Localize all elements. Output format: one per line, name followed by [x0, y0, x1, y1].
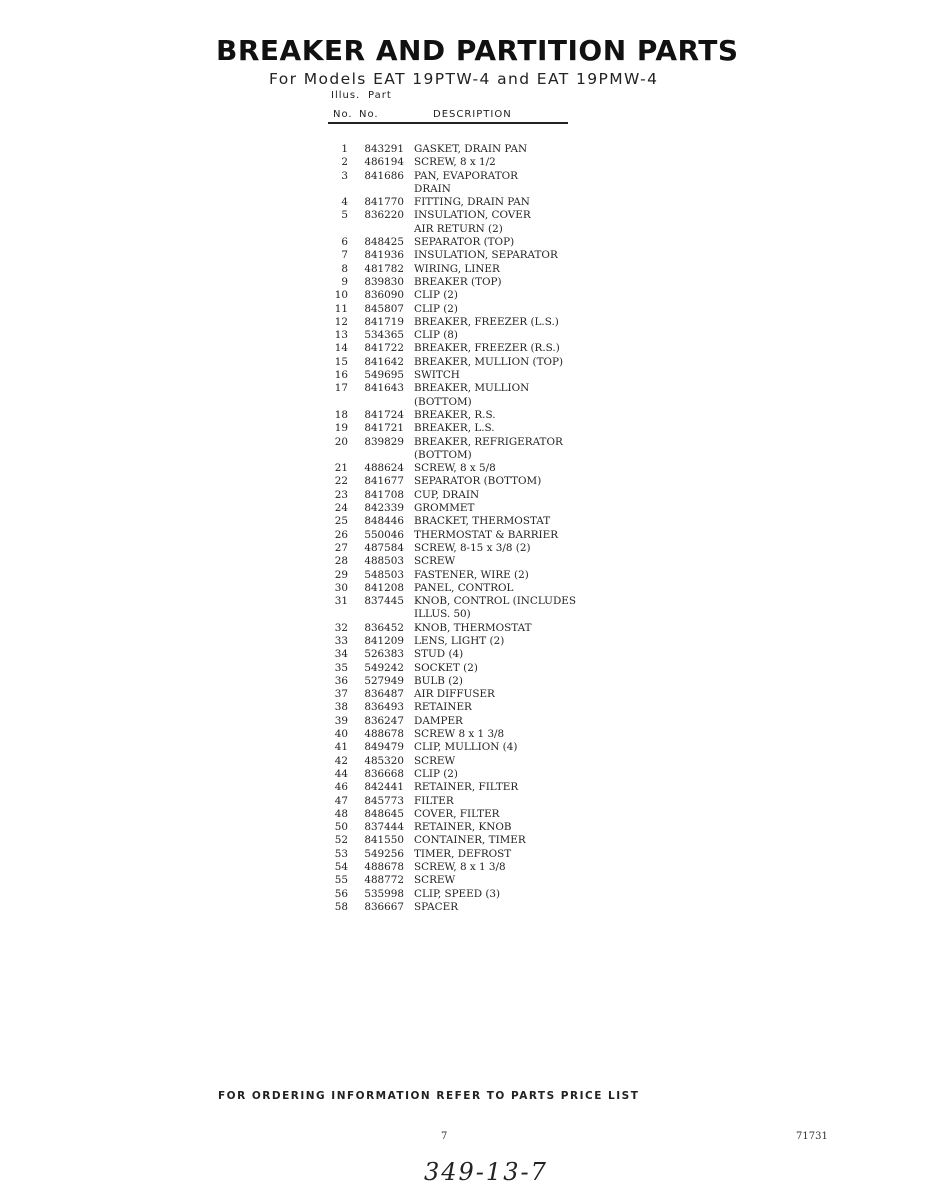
- part-row: [320, 848, 584, 861]
- part-number: 488678: [364, 728, 404, 741]
- part-row: [320, 555, 584, 568]
- illus-number: 55: [334, 874, 348, 887]
- part-number: 842339: [364, 502, 404, 515]
- header-illus: Illus.: [331, 90, 361, 101]
- part-description: CLIP, SPEED (3): [414, 887, 501, 900]
- part-number: 836452: [364, 621, 404, 634]
- part-number: 836487: [364, 688, 404, 701]
- illus-number: 8: [341, 262, 348, 275]
- part-row: [320, 303, 584, 316]
- part-description: SEPARATOR (BOTTOM): [414, 475, 542, 488]
- part-number: 534365: [364, 329, 404, 342]
- part-description: SCREW, 8 x 1/2: [414, 156, 496, 169]
- part-description: WIRING, LINER: [414, 262, 500, 275]
- part-row: [320, 542, 584, 555]
- ordering-footer: FOR ORDERING INFORMATION REFER TO PARTS PRICE LIST: [218, 1090, 640, 1102]
- part-description: BULB (2): [414, 674, 463, 687]
- part-description: BREAKER, MULLION (TOP): [414, 355, 564, 368]
- part-description: BREAKER, R.S.: [414, 408, 496, 421]
- part-description: COVER, FILTER: [414, 807, 500, 820]
- part-number: 841686: [364, 169, 404, 182]
- illus-number: 40: [334, 728, 348, 741]
- illus-number: 22: [334, 475, 348, 488]
- illus-number: 10: [334, 289, 348, 302]
- part-row: [320, 276, 584, 289]
- part-row: [320, 209, 584, 236]
- part-number: 841936: [364, 249, 404, 262]
- part-description: SCREW: [414, 754, 456, 767]
- part-row: [320, 795, 584, 808]
- part-row: [320, 462, 584, 475]
- illus-number: 14: [334, 342, 348, 355]
- illus-number: 53: [334, 847, 348, 860]
- part-number: 841708: [364, 488, 404, 501]
- part-number: 836493: [364, 701, 404, 714]
- part-description: RETAINER, KNOB: [414, 821, 512, 834]
- part-description: PANEL, CONTROL: [414, 581, 514, 594]
- part-row: [320, 515, 584, 528]
- illus-number: 7: [341, 249, 348, 262]
- part-number: 535998: [364, 887, 404, 900]
- part-description: PAN, EVAPORATOR DRAIN: [414, 169, 519, 195]
- part-description: CUP, DRAIN: [414, 488, 480, 501]
- illus-number: 30: [334, 581, 348, 594]
- part-number: 549695: [364, 369, 404, 382]
- illus-number: 41: [334, 741, 348, 754]
- part-description: GROMMET: [414, 502, 475, 515]
- part-number: 836090: [364, 289, 404, 302]
- header-illus-no: No.: [333, 109, 353, 120]
- part-description: BREAKER, REFRIGERATOR (BOTTOM): [414, 435, 563, 461]
- part-row: [320, 821, 584, 834]
- part-number: 836668: [364, 767, 404, 780]
- part-row: [320, 701, 584, 714]
- illus-number: 6: [341, 236, 348, 249]
- part-row: [320, 409, 584, 422]
- part-row: [320, 236, 584, 249]
- part-number: 841642: [364, 355, 404, 368]
- part-number: 550046: [364, 528, 404, 541]
- part-number: 841770: [364, 196, 404, 209]
- part-row: [320, 382, 584, 409]
- part-row: [320, 475, 584, 488]
- part-number: 843291: [364, 143, 404, 155]
- part-number: 481782: [364, 262, 404, 275]
- illus-number: 24: [334, 502, 348, 515]
- illus-number: 5: [341, 209, 348, 222]
- part-number: 841721: [364, 422, 404, 435]
- part-row: [320, 874, 584, 887]
- illus-number: 11: [334, 302, 348, 315]
- part-number: 845773: [364, 794, 404, 807]
- part-description: INSULATION, COVER AIR RETURN (2): [414, 209, 531, 235]
- part-row: [320, 781, 584, 794]
- page-number: 7: [441, 1131, 448, 1142]
- part-number: 548503: [364, 568, 404, 581]
- part-description: SCREW: [414, 555, 456, 568]
- illus-number: 21: [334, 462, 348, 475]
- part-number: 841643: [364, 382, 404, 395]
- illus-number: 17: [334, 382, 348, 395]
- page-title: BREAKER AND PARTITION PARTS: [216, 34, 739, 67]
- part-row: [320, 422, 584, 435]
- part-row: [320, 369, 584, 382]
- illus-number: 47: [334, 794, 348, 807]
- part-description: KNOB, CONTROL (INCLUDES ILLUS. 50): [414, 595, 576, 621]
- illus-number: 50: [334, 821, 348, 834]
- part-number: 485320: [364, 754, 404, 767]
- illus-number: 13: [334, 329, 348, 342]
- part-number: 488624: [364, 462, 404, 475]
- part-description: CLIP (8): [414, 329, 458, 342]
- part-number: 487584: [364, 541, 404, 554]
- illus-number: 48: [334, 807, 348, 820]
- part-row: [320, 715, 584, 728]
- illus-number: 34: [334, 648, 348, 661]
- part-description: SCREW, 8-15 x 3/8 (2): [414, 541, 531, 554]
- part-row: [320, 569, 584, 582]
- illus-number: 31: [334, 595, 348, 608]
- part-number: 841719: [364, 315, 404, 328]
- part-number: 845807: [364, 302, 404, 315]
- part-description: BREAKER, FREEZER (L.S.): [414, 315, 559, 328]
- part-description: SCREW, 8 x 5/8: [414, 462, 496, 475]
- illus-number: 29: [334, 568, 348, 581]
- part-row: [320, 263, 584, 276]
- part-row: [320, 329, 584, 342]
- part-number: 549256: [364, 847, 404, 860]
- part-row: [320, 342, 584, 355]
- part-description: THERMOSTAT & BARRIER: [414, 528, 559, 541]
- part-description: BREAKER, FREEZER (R.S.): [414, 342, 560, 355]
- part-description: BREAKER, MULLION (BOTTOM): [414, 382, 530, 408]
- part-row: [320, 595, 584, 622]
- illus-number: 28: [334, 555, 348, 568]
- part-description: CLIP (2): [414, 767, 458, 780]
- part-row: [320, 888, 584, 901]
- part-number: 836247: [364, 714, 404, 727]
- part-description: INSULATION, SEPARATOR: [414, 249, 558, 262]
- illus-number: 36: [334, 674, 348, 687]
- part-number: 486194: [364, 156, 404, 169]
- part-description: CLIP (2): [414, 289, 458, 302]
- illus-number: 37: [334, 688, 348, 701]
- part-description: FITTING, DRAIN PAN: [414, 196, 530, 209]
- illus-number: 2: [341, 156, 348, 169]
- header-rule: [328, 122, 568, 124]
- part-number: 488503: [364, 555, 404, 568]
- part-row: [320, 289, 584, 302]
- part-row: [320, 143, 584, 156]
- part-row: [320, 249, 584, 262]
- illus-number: 52: [334, 834, 348, 847]
- part-number: 841722: [364, 342, 404, 355]
- part-row: [320, 489, 584, 502]
- illus-number: 46: [334, 781, 348, 794]
- part-number: 836220: [364, 209, 404, 222]
- illus-number: 12: [334, 315, 348, 328]
- part-description: SCREW, 8 x 1 3/8: [414, 861, 506, 874]
- part-description: SWITCH: [414, 369, 460, 382]
- part-number: 837444: [364, 821, 404, 834]
- part-row: [320, 170, 584, 197]
- part-row: [320, 741, 584, 754]
- document-number: 71731: [796, 1131, 828, 1142]
- part-number: 526383: [364, 648, 404, 661]
- part-row: [320, 728, 584, 741]
- part-row: [320, 529, 584, 542]
- illus-number: 25: [334, 515, 348, 528]
- part-description: AIR DIFFUSER: [414, 688, 495, 701]
- illus-number: 35: [334, 661, 348, 674]
- illus-number: 32: [334, 621, 348, 634]
- part-number: 488678: [364, 861, 404, 874]
- illus-number: 44: [334, 767, 348, 780]
- part-row: [320, 755, 584, 768]
- part-description: FASTENER, WIRE (2): [414, 568, 529, 581]
- parts-list: [320, 143, 584, 914]
- part-description: GASKET, DRAIN PAN: [414, 143, 528, 155]
- part-number: 849479: [364, 741, 404, 754]
- part-row: [320, 156, 584, 169]
- part-description: CLIP (2): [414, 302, 458, 315]
- part-number: 841550: [364, 834, 404, 847]
- part-description: SCREW 8 x 1 3/8: [414, 728, 505, 741]
- part-number: 836667: [364, 900, 404, 913]
- illus-number: 26: [334, 528, 348, 541]
- header-part: Part: [368, 90, 392, 101]
- illus-number: 42: [334, 754, 348, 767]
- illus-number: 23: [334, 488, 348, 501]
- part-row: [320, 356, 584, 369]
- part-row: [320, 502, 584, 515]
- illus-number: 54: [334, 861, 348, 874]
- part-row: [320, 901, 584, 914]
- part-number: 488772: [364, 874, 404, 887]
- part-description: CONTAINER, TIMER: [414, 834, 526, 847]
- part-description: BRACKET, THERMOSTAT: [414, 515, 551, 528]
- part-description: FILTER: [414, 794, 454, 807]
- part-row: [320, 662, 584, 675]
- illus-number: 3: [341, 169, 348, 182]
- part-row: [320, 648, 584, 661]
- part-number: 841209: [364, 634, 404, 647]
- illus-number: 56: [334, 887, 348, 900]
- part-description: SCREW: [414, 874, 456, 887]
- illus-number: 15: [334, 355, 348, 368]
- part-number: 848645: [364, 807, 404, 820]
- illus-number: 39: [334, 714, 348, 727]
- part-row: [320, 436, 584, 463]
- handwritten-note: 349-13-7: [424, 1158, 548, 1186]
- models-subtitle: For Models EAT 19PTW-4 and EAT 19PMW-4: [269, 70, 659, 88]
- part-number: 839829: [364, 435, 404, 448]
- part-row: [320, 316, 584, 329]
- part-row: [320, 635, 584, 648]
- part-row: [320, 582, 584, 595]
- part-row: [320, 861, 584, 874]
- part-row: [320, 808, 584, 821]
- part-description: RETAINER: [414, 701, 472, 714]
- part-row: [320, 675, 584, 688]
- part-row: [320, 834, 584, 847]
- part-number: 848446: [364, 515, 404, 528]
- part-number: 842441: [364, 781, 404, 794]
- illus-number: 19: [334, 422, 348, 435]
- part-description: BREAKER (TOP): [414, 275, 502, 288]
- part-description: BREAKER, L.S.: [414, 422, 495, 435]
- part-number: 848425: [364, 236, 404, 249]
- part-description: DAMPER: [414, 714, 463, 727]
- illus-number: 16: [334, 369, 348, 382]
- part-number: 549242: [364, 661, 404, 674]
- header-part-no: No.: [359, 109, 379, 120]
- illus-number: 33: [334, 634, 348, 647]
- part-description: RETAINER, FILTER: [414, 781, 519, 794]
- header-description: DESCRIPTION: [433, 109, 512, 120]
- illus-number: 1: [341, 143, 348, 155]
- part-description: STUD (4): [414, 648, 464, 661]
- illus-number: 18: [334, 408, 348, 421]
- part-row: [320, 196, 584, 209]
- part-row: [320, 768, 584, 781]
- part-number: 841208: [364, 581, 404, 594]
- part-number: 841677: [364, 475, 404, 488]
- part-number: 837445: [364, 595, 404, 608]
- illus-number: 4: [341, 196, 348, 209]
- part-description: TIMER, DEFROST: [414, 847, 512, 860]
- part-description: KNOB, THERMOSTAT: [414, 621, 532, 634]
- illus-number: 38: [334, 701, 348, 714]
- illus-number: 58: [334, 900, 348, 913]
- part-description: CLIP, MULLION (4): [414, 741, 518, 754]
- illus-number: 27: [334, 541, 348, 554]
- illus-number: 20: [334, 435, 348, 448]
- part-number: 841724: [364, 408, 404, 421]
- part-number: 527949: [364, 674, 404, 687]
- part-description: LENS, LIGHT (2): [414, 634, 505, 647]
- part-description: SOCKET (2): [414, 661, 478, 674]
- part-row: [320, 622, 584, 635]
- illus-number: 9: [341, 275, 348, 288]
- part-description: SEPARATOR (TOP): [414, 236, 515, 249]
- part-description: SPACER: [414, 900, 459, 913]
- part-number: 839830: [364, 275, 404, 288]
- part-row: [320, 688, 584, 701]
